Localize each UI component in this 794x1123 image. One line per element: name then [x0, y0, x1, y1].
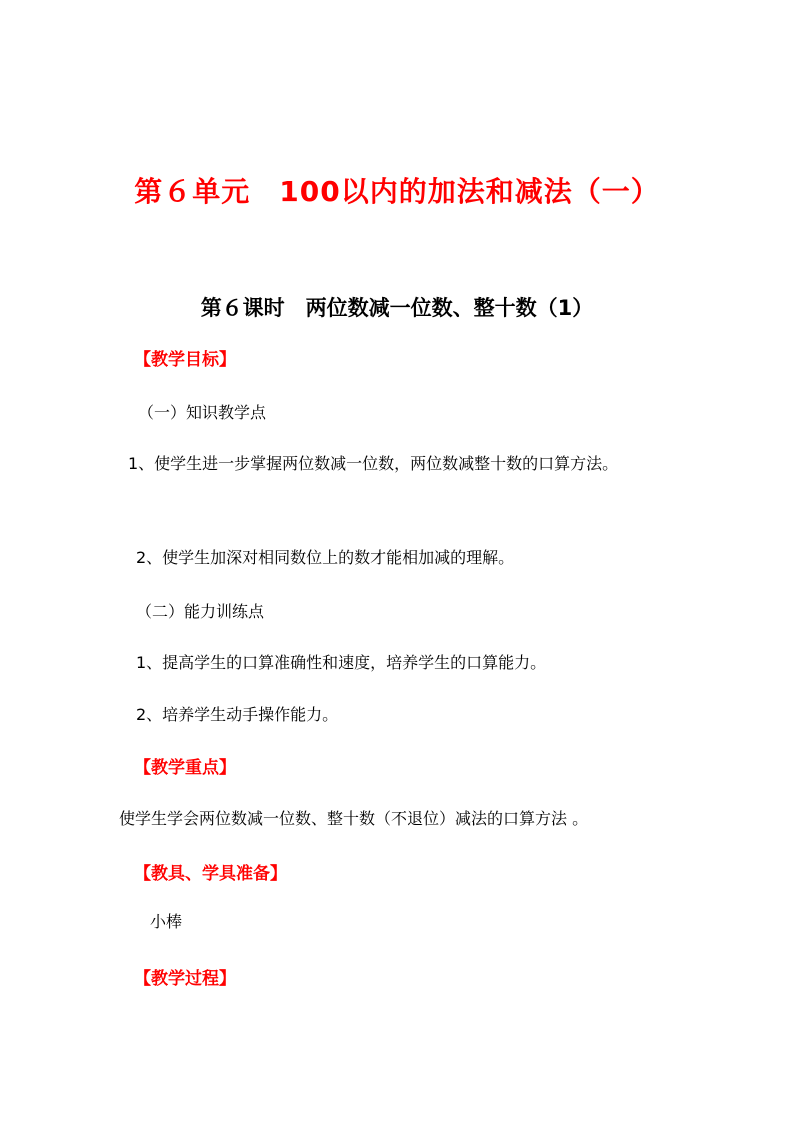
ability-item-2: 2、培养学生动手操作能力。 [136, 705, 339, 724]
ability-item-1: 1、提高学生的口算准确性和速度，培养学生的口算能力。 [136, 653, 547, 672]
ability-points-heading: （二）能力训练点 [136, 602, 265, 621]
tools-text: 小棒 [150, 912, 183, 931]
key-points-heading: 【教学重点】 [134, 758, 236, 778]
knowledge-points-heading: （一）知识教学点 [138, 403, 267, 422]
teaching-goals-heading: 【教学目标】 [134, 350, 236, 370]
teaching-process-heading: 【教学过程】 [134, 969, 236, 989]
lesson-title: 第６课时 两位数减一位数、整十数（1） [200, 296, 594, 320]
knowledge-item-1: 1、使学生进一步掌握两位数减一位数，两位数减整十数的口算方法。 [128, 454, 619, 473]
unit-title: 第６单元 100以内的加法和减法（一） [134, 175, 660, 208]
knowledge-item-2: 2、使学生加深对相同数位上的数才能相加减的理解。 [136, 548, 515, 567]
key-points-text: 使学生学会两位数减一位数、整十数（不退位）减法的口算方法 。 [119, 809, 589, 828]
tools-heading: 【教具、学具准备】 [134, 864, 287, 884]
